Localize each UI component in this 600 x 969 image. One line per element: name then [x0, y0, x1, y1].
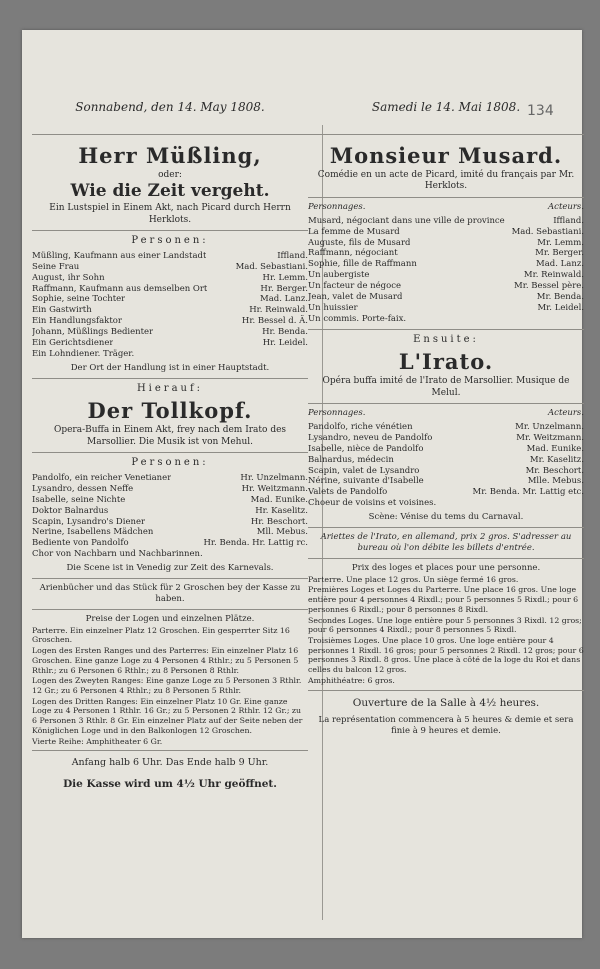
- actor-name: Mr. Benda. Mr. Lattig etc.: [472, 487, 584, 498]
- opening-fr: Ouverture de la Salle à 4½ heures.: [352, 696, 540, 709]
- personnages-label: Personnages.: [308, 201, 366, 212]
- role-name: La femme de Musard: [308, 226, 400, 237]
- role-name: Un commis. Porte-faix.: [308, 313, 407, 324]
- actor-name: Hr. Benda. Hr. Lattig rc.: [203, 538, 308, 549]
- role-name: Lysandro, dessen Neffe: [32, 483, 134, 494]
- cast-row: [308, 292, 584, 303]
- cast-row: [32, 517, 308, 528]
- cast-header-fr: [308, 202, 584, 213]
- actor-name: Mad. Sebastiani.: [511, 226, 584, 237]
- role-name: Un aubergiste: [308, 270, 370, 281]
- cast-row: [32, 273, 308, 284]
- cast-row: [308, 314, 584, 325]
- cast2-header-de: Personen:: [131, 457, 209, 469]
- role-name: Scapin, Lysandro's Diener: [32, 516, 146, 527]
- personnages2-label: Personnages.: [308, 408, 366, 419]
- role-name: Ein Lohndiener. Träger.: [32, 348, 135, 359]
- rule: [308, 527, 584, 528]
- play1-title-de: Herr Müßling,: [78, 143, 262, 168]
- pencil-annotation: 134: [527, 103, 554, 119]
- role-name: Seine Frau: [32, 261, 80, 272]
- role-name: Un facteur de négoce: [308, 281, 402, 292]
- price-entry: Parterre. Une place 12 gros. Un siège fermé 16 gros.: [308, 574, 519, 584]
- role-name: Doktor Balnardus: [32, 505, 109, 516]
- play2-title-de: Der Tollkopf.: [87, 398, 253, 424]
- actor-name: Mr. Unzelmann.: [515, 422, 584, 433]
- role-name: Ein Handlungsfaktor: [32, 316, 122, 327]
- cast-row: [308, 238, 584, 249]
- actor-name: Hr. Weitzmann.: [241, 483, 308, 494]
- price-entry: Logen des Ersten Ranges und des Parterres: Ein einzelner Platz 16 Groschen. Eine ganze Loge zu 4 Personen 4 Rthlr.; zu 5 Personen 5 Rthlr.; zu 6 Personen 6 Rthlr.; zu 8 Personen 8 Rthlr.: [32, 646, 299, 675]
- role-name: Sophie, fille de Raffmann: [308, 259, 417, 270]
- cast-row: [308, 487, 584, 498]
- cast2-list-fr: [308, 422, 584, 509]
- play1-place-de: Der Ort der Handlung ist in einer Hauptstadt.: [70, 362, 270, 373]
- cast-row: [32, 549, 308, 560]
- actor-name: Hr. Berger.: [260, 283, 308, 294]
- acteurs-label: Acteurs.: [548, 201, 584, 212]
- actor-name: Mr. Reinwald.: [523, 270, 584, 281]
- actor-name: Mr. Kaselitz.: [529, 454, 584, 465]
- actor-name: Hr. Benda.: [262, 327, 308, 338]
- cast-row: [32, 484, 308, 495]
- price-entry: Parterre. Ein einzelner Platz 12 Groschen. Ein gesperrter Sitz 16 Groschen.: [32, 625, 290, 645]
- role-name: Scapin, valet de Lysandro: [308, 465, 420, 476]
- actor-name: Mad. Lanz.: [536, 259, 584, 270]
- role-name: Un huissier: [308, 302, 358, 313]
- cast-row: [32, 262, 308, 273]
- cast-row: [32, 284, 308, 295]
- play1-desc-fr: Comédie en un acte de Picard, imité du français par Mr. Herklots.: [317, 169, 575, 192]
- rule: [308, 134, 584, 135]
- role-name: Ein Gastwirth: [32, 305, 92, 316]
- prices-header-fr: Prix des loges et places pour une personne.: [351, 562, 541, 573]
- price-entry: Amphithéatre: 6 gros.: [308, 675, 395, 685]
- role-name: Raffmann, Kaufmann aus demselben Ort: [32, 283, 208, 294]
- cast-list-fr: [308, 216, 584, 325]
- play2-place-fr: Scène: Vénise du tems du Carnaval.: [368, 512, 524, 523]
- rule: [32, 750, 308, 751]
- cast-header-de: Personen:: [131, 235, 209, 247]
- actor-name: Hr. Lemm.: [262, 272, 308, 283]
- role-name: Pandolfo, ein reicher Venetianer: [32, 473, 172, 484]
- acteurs2-label: Acteurs.: [548, 408, 584, 419]
- rule: [32, 578, 308, 579]
- german-column: [32, 130, 308, 791]
- actor-name: Mr. Bessel père.: [514, 281, 584, 292]
- cast-row: [32, 538, 308, 549]
- actor-name: Hr. Unzelmann.: [240, 473, 308, 484]
- rule: [308, 403, 584, 404]
- actor-name: Mr. Berger.: [535, 248, 584, 259]
- cast-row: [308, 466, 584, 477]
- rule: [308, 329, 584, 330]
- box-office-de: Die Kasse wird um 4½ Uhr geöffnet.: [63, 777, 277, 790]
- german-date: Sonnabend, den 14. May 1808.: [75, 100, 265, 114]
- rule: [32, 230, 308, 231]
- times-de: Anfang halb 6 Uhr. Das Ende halb 9 Uhr.: [71, 757, 269, 769]
- cast-row: [308, 303, 584, 314]
- actor-name: Mr. Leidel.: [537, 302, 584, 313]
- cast-row: [308, 216, 584, 227]
- cast-row: [32, 294, 308, 305]
- role-name: Musard, négociant dans une ville de province: [308, 215, 505, 226]
- role-name: Choeur de voisins et voisines.: [308, 498, 437, 509]
- cast-row: [32, 506, 308, 517]
- rule: [308, 690, 584, 691]
- actor-name: Mad. Sebastiani.: [235, 261, 308, 272]
- play2-desc-fr: Opéra buffa imité de l'Irato de Marsollier. Musique de Melul.: [322, 376, 570, 398]
- role-name: Balnardus, médecin: [308, 454, 394, 465]
- ensuite-label: Ensuite:: [413, 333, 479, 345]
- cast-row: [308, 248, 584, 259]
- price-entry: Vierte Reihe: Amphitheater 6 Gr.: [32, 736, 163, 746]
- cast-row: [32, 327, 308, 338]
- cast-list-de: [32, 251, 308, 360]
- cast-row: [32, 473, 308, 484]
- cast-row: [308, 433, 584, 444]
- role-name: Müßling, Kaufmann aus einer Landstadt: [32, 250, 207, 261]
- actor-name: Hr. Reinwald.: [249, 305, 308, 316]
- actor-name: Mr. Lemm.: [537, 237, 584, 248]
- role-name: Raffmann, négociant: [308, 248, 398, 259]
- prices-list-de: [32, 626, 308, 747]
- price-entry: Troisièmes Loges. Une place 10 gros. Une loge entière pour 4 personnes 1 Rixdl. 16 gros; pour 5 personnes 2 Rixdl. 12 gros; pour 6 personnes 3 Rixdl. 8 gros. Une place à côté de la loge du Roi et dans celles du balcon 12 gros.: [308, 636, 584, 675]
- role-name: Chor von Nachbarn und Nachbarinnen.: [32, 549, 203, 560]
- role-name: Isabelle, nièce de Pandolfo: [308, 443, 424, 454]
- role-name: Lysandro, neveu de Pandolfo: [308, 432, 433, 443]
- actor-name: Mad. Lanz.: [260, 294, 308, 305]
- cast2-header-fr: [308, 408, 584, 419]
- cast-row: [32, 305, 308, 316]
- role-name: Nerine, Isabellens Mädchen: [32, 527, 154, 538]
- french-column: [308, 130, 584, 737]
- cast-row: [32, 316, 308, 327]
- actor-name: Mad. Eunike.: [526, 443, 584, 454]
- actor-name: Hr. Leidel.: [262, 337, 308, 348]
- role-name: Johann, Müßlings Bedienter: [32, 327, 154, 338]
- rule: [32, 378, 308, 379]
- cast-row: [308, 498, 584, 509]
- textbook-note-fr: Ariettes de l'Irato, en allemand, prix 2 gros. S'adresser au bureau où l'on débite les billets d'entrée.: [320, 531, 572, 553]
- actor-name: Iffland.: [553, 215, 584, 226]
- cast-row: [32, 495, 308, 506]
- french-date: Samedi le 14. Mai 1808.: [371, 100, 521, 114]
- role-name: Bediente von Pandolfo: [32, 538, 129, 549]
- play1-desc-de: Ein Lustspiel in Einem Akt, nach Picard durch Herrn Herklots.: [49, 203, 291, 225]
- cast-row: [308, 227, 584, 238]
- play2-title-fr: L'Irato.: [398, 349, 494, 375]
- cast-row: [308, 476, 584, 487]
- cast-row: [308, 259, 584, 270]
- cast-row: [308, 422, 584, 433]
- cast-row: [32, 338, 308, 349]
- play1-subtitle-de: Wie die Zeit vergeht.: [70, 181, 270, 202]
- cast-row: [32, 251, 308, 262]
- cast-row: [308, 455, 584, 466]
- role-name: Pandolfo, riche vénétien: [308, 422, 413, 433]
- actor-name: Mll. Mebus.: [256, 527, 308, 538]
- price-entry: Premières Loges et Loges du Parterre. Une place 16 gros. Une loge entière pour 4 personnes 4 Rixdl.; pour 5 personnes 5 Rixdl.; pour 6 personnes 6 Rixdl.; pour 8 personnes 8 Rixdl.: [308, 585, 579, 614]
- cast2-list-de: [32, 473, 308, 560]
- price-entry: Secondes Loges. Une loge entière pour 5 personnes 3 Rixdl. 12 gros; pour 6 personnes 4 Rixdl.; pour 8 personnes 5 Rixdl.: [308, 615, 582, 635]
- role-name: August, ihr Sohn: [32, 272, 105, 283]
- role-name: Sophie, seine Tochter: [32, 294, 126, 305]
- play2-place-de: Die Scene ist in Venedig zur Zeit des Karnevals.: [66, 563, 274, 574]
- rule: [32, 134, 308, 135]
- rule: [32, 609, 308, 610]
- actor-name: Mr. Weitzmann.: [516, 432, 584, 443]
- role-name: Auguste, fils de Musard: [308, 237, 411, 248]
- times-fr: La représentation commencera à 5 heures & demie et sera finie à 9 heures et demie.: [318, 715, 574, 736]
- role-name: Ein Gerichtsdiener: [32, 337, 114, 348]
- cast-row: [308, 444, 584, 455]
- rule: [308, 558, 584, 559]
- actor-name: Iffland.: [277, 250, 308, 261]
- role-name: Isabelle, seine Nichte: [32, 494, 126, 505]
- cast-row: [308, 281, 584, 292]
- rule: [308, 197, 584, 198]
- actor-name: Mlle. Mebus.: [527, 476, 584, 487]
- playbill-sheet: [22, 30, 582, 938]
- cast-row: [32, 527, 308, 538]
- rule: [32, 452, 308, 453]
- play2-desc-de: Opera-Buffa in Einem Akt, frey nach dem Irato des Marsollier. Die Musik ist von Mehul.: [53, 425, 287, 447]
- actor-name: Hr. Kaselitz.: [255, 505, 308, 516]
- textbook-note-de: Arienbücher und das Stück für 2 Groschen bey der Kasse zu haben.: [39, 582, 301, 604]
- cast-row: [32, 349, 308, 360]
- price-entry: Logen des Dritten Ranges: Ein einzelner Platz 10 Gr. Eine ganze Loge zu 4 Personen 1 Rthlr. 16 Gr.; zu 5 Personen 2 Rthlr. 12 Gr.; zu 6 Personen 3 Rthlr. 8 Gr. Ein einzelner Platz auf der Seite neben der Königlichen Loge und in den Balkonlogen 12 Groschen.: [32, 696, 303, 735]
- actor-name: Hr. Bessel d. Ä.: [241, 316, 308, 327]
- price-entry: Logen des Zweyten Ranges: Eine ganze Loge zu 5 Personen 3 Rthlr. 12 Gr.; zu 6 Personen 4 Rthlr.; zu 8 Personen 5 Rthlr.: [32, 676, 302, 695]
- play1-oder: oder:: [158, 169, 182, 180]
- cast-row: [308, 270, 584, 281]
- role-name: Jean, valet de Musard: [308, 291, 403, 302]
- actor-name: Mr. Beschort.: [525, 465, 584, 476]
- role-name: Valets de Pandolfo: [308, 487, 388, 498]
- prices-list-fr: [308, 575, 584, 686]
- role-name: Nérine, suivante d'Isabelle: [308, 476, 424, 487]
- actor-name: Mad. Eunike.: [250, 494, 308, 505]
- actor-name: Mr. Benda.: [536, 291, 584, 302]
- actor-name: Hr. Beschort.: [250, 516, 308, 527]
- play1-title-fr: Monsieur Musard.: [329, 143, 563, 168]
- prices-header-de: Preise der Logen und einzelnen Plätze.: [85, 613, 255, 624]
- hierauf-label: Hierauf:: [136, 382, 204, 394]
